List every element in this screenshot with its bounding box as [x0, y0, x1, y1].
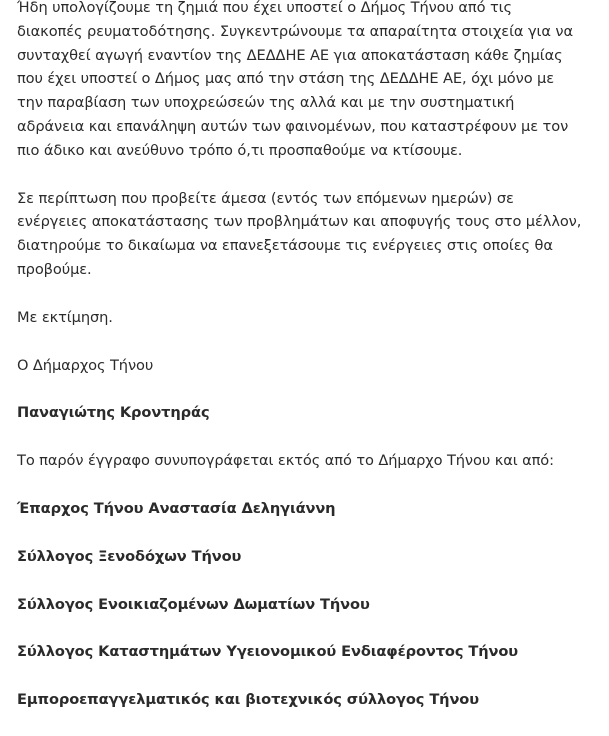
cosigner-prefect: Έπαρχος Τήνου Αναστασία Δεληγιάννη	[17, 499, 336, 517]
cosign-intro: Το παρόν έγγραφο συνυπογράφεται εκτός από το Δήμαρχο Τήνου και από:	[17, 452, 554, 470]
closing-salutation: Με εκτίμηση.	[17, 308, 113, 326]
cosigner-rooms-association: Σύλλογος Ενοικιαζομένων Δωματίων Τήνου	[17, 595, 370, 613]
paragraph-damage-assessment: Ήδη υπολογίζουμε τη ζημιά που έχει υποστεί ο Δήμος Τήνου από τις διακοπές ρευματοδότησης. Συγκεντρώνουμε τα απαραίτητα στοιχεία για να συνταχθεί αγωγή εναντίον της ΔΕΔΔΗΕ ΑΕ για αποκατάσταση κάθε ζημίας που έχει υποστεί ο Δήμος μας από την στάση της ΔΕΔΔΗΕ ΑΕ, όχι μόνο με την παραβίαση των υποχρεώσεών της αλλά και με την συστηματική αδράνεια και επανάληψη αυτών των φαινομένων, που καταστρέφουν με τον πιο άδικο και ανεύθυνο τρόπο ό,τι προσπαθούμε να κτίσουμε.	[17, 0, 573, 159]
paragraph-reservation-of-rights: Σε περίπτωση που προβείτε άμεσα (εντός των επόμενων ημερών) σε ενέργειες αποκατάστασης των προβλημάτων και αποφυγής τους στο μέλλον, διατηρούμε το δικαίωμα να επανεξετάσουμε τις ενέργειες στις οποίες θα προβούμε.	[17, 189, 582, 278]
signer-name: Παναγιώτης Κροντηράς	[17, 404, 210, 422]
cosigner-merchants-association: Εμποροεπαγγελματικός και βιοτεχνικός σύλλογος Τήνου	[17, 691, 479, 709]
signer-title: Ο Δήμαρχος Τήνου	[17, 356, 154, 374]
cosigner-food-shops-association: Σύλλογος Καταστημάτων Υγειονομικού Ενδιαφέροντος Τήνου	[17, 643, 519, 661]
cosigner-hoteliers-association: Σύλλογος Ξενοδόχων Τήνου	[17, 547, 242, 565]
letter-body	[17, 0, 607, 736]
